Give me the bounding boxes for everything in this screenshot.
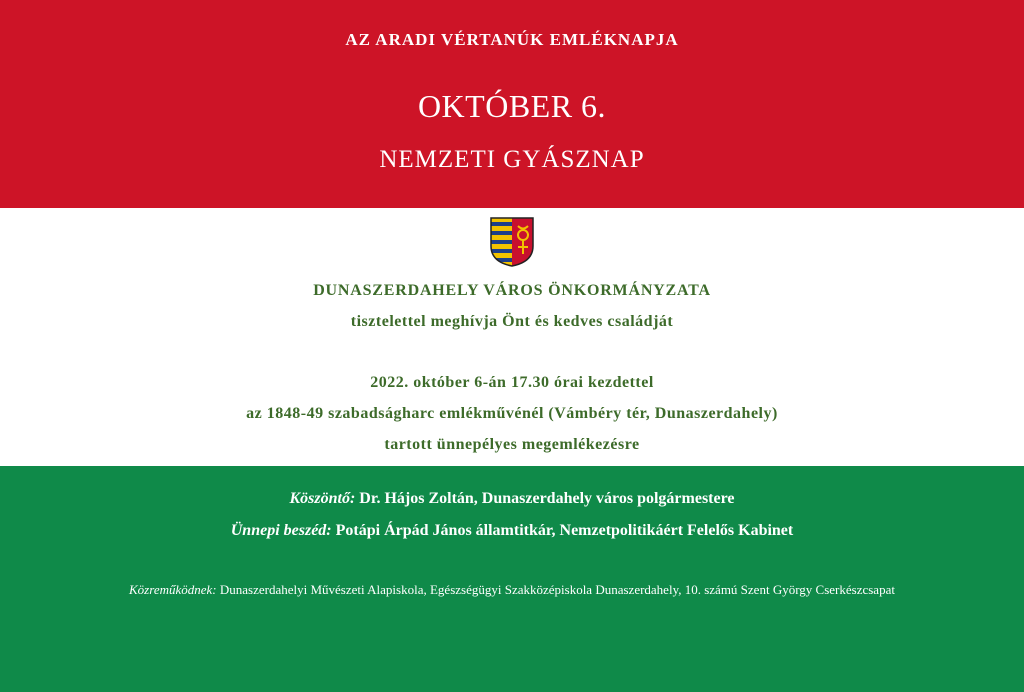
contributors-label: Közreműködnek:	[129, 582, 217, 597]
contributors-line	[0, 582, 1024, 598]
speech-label: Ünnepi beszéd:	[230, 522, 332, 539]
mourning-day-title: NEMZETI GYÁSZNAP	[379, 146, 645, 173]
coat-of-arms-icon	[489, 216, 535, 268]
event-location: az 1848-49 szabadságharc emlékművénél (Vámbéry tér, Dunaszerdahely)	[246, 405, 778, 422]
speech-line	[0, 522, 1024, 540]
date-title: OKTÓBER 6.	[417, 88, 607, 124]
contributors-list: Dunaszerdahelyi Művészeti Alapiskola, Egészségügyi Szakközépiskola Dunaszerdahely, 10. számú Szent György Cserkészcsapat	[216, 582, 895, 597]
organizer-name: DUNASZERDAHELY VÁROS ÖNKORMÁNYZATA	[313, 282, 711, 299]
event-date-time: 2022. október 6-án 17.30 órai kezdettel	[370, 374, 654, 391]
speech-speaker: Potápi Árpád János államtitkár, Nemzetpolitikáért Felelős Kabinet	[331, 522, 794, 539]
invitation-line: tisztelettel meghívja Önt és kedves családját	[350, 313, 674, 330]
greeting-line	[0, 490, 1024, 508]
commemoration-subtitle: AZ ARADI VÉRTANÚK EMLÉKNAPJA	[345, 30, 679, 49]
greeting-label: Köszöntő:	[289, 490, 356, 507]
event-occasion: tartott ünnepélyes megemlékezésre	[384, 436, 640, 453]
greeting-speaker: Dr. Hájos Zoltán, Dunaszerdahely város polgármestere	[355, 490, 735, 507]
